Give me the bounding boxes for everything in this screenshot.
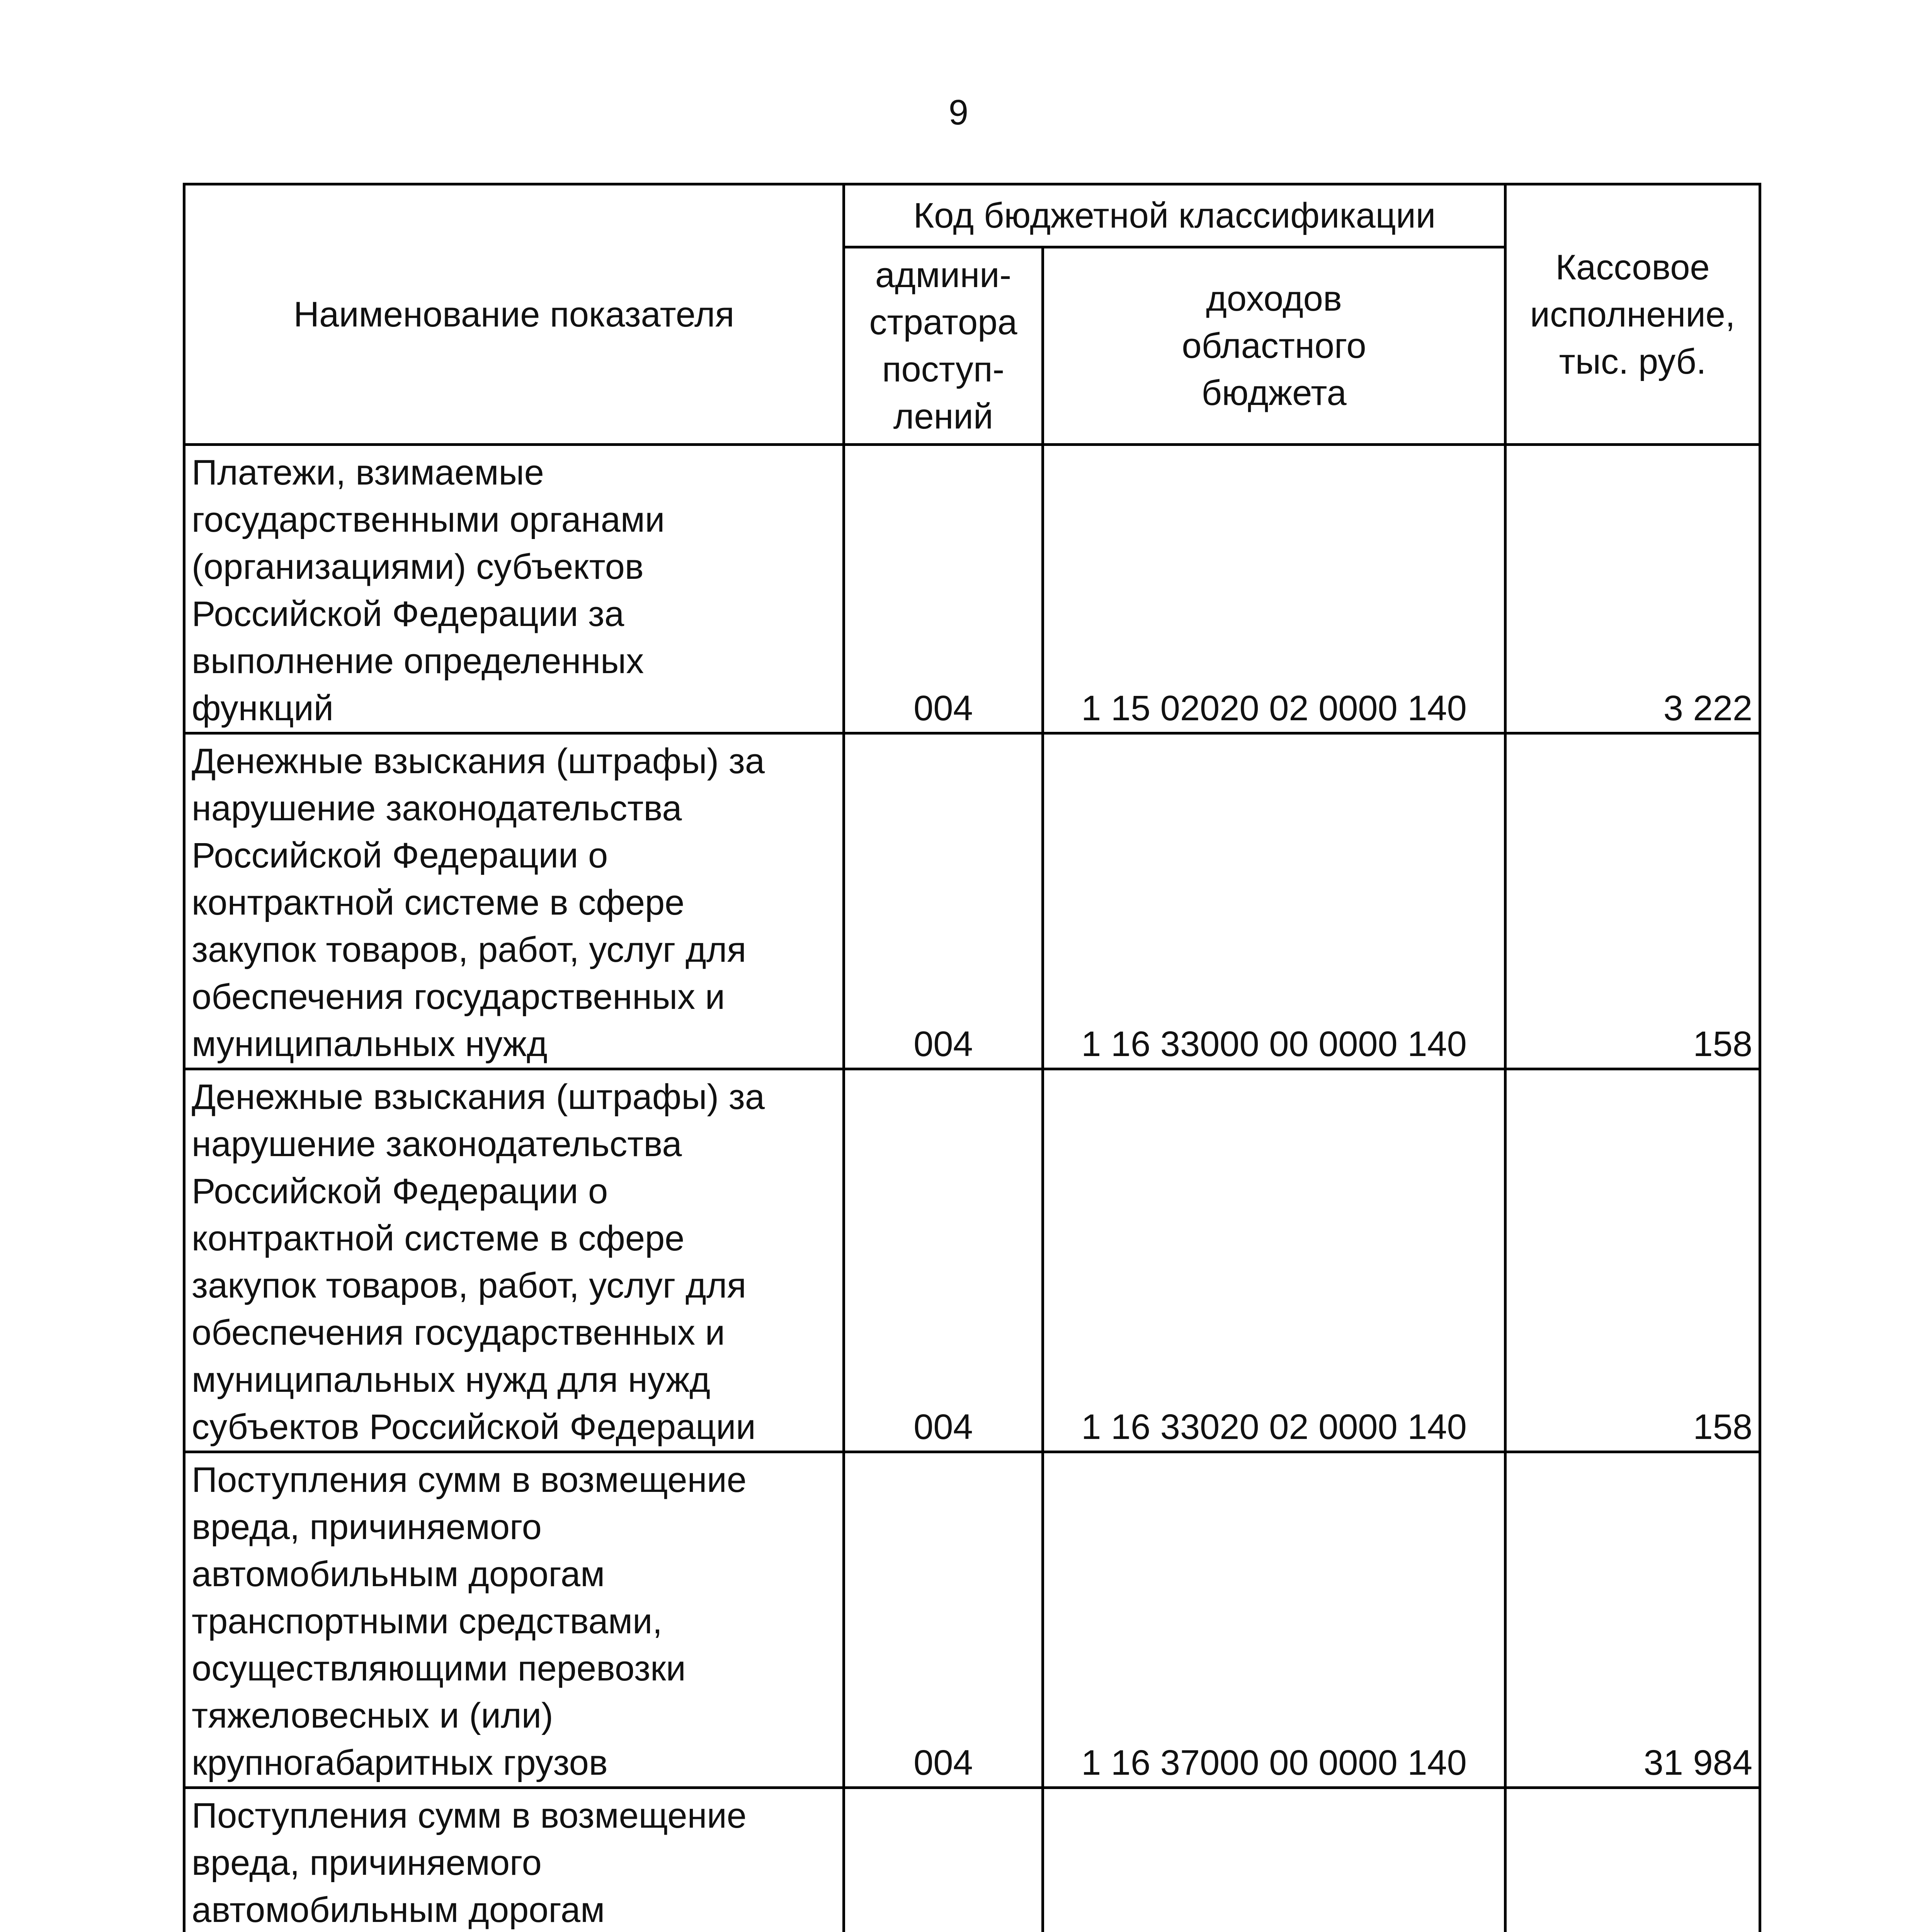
- row-amount: 158: [1505, 733, 1760, 1069]
- table-row: [184, 445, 1760, 733]
- table-row: [184, 1452, 1760, 1788]
- header-code-group: Код бюджетной классификации: [844, 184, 1505, 247]
- table-row: [184, 1069, 1760, 1452]
- row-income-code: 1 16 33000 00 0000 140: [1043, 733, 1505, 1069]
- row-amount: 31 984: [1505, 1452, 1760, 1788]
- row-admin-code: 004: [844, 1069, 1043, 1452]
- header-amount: Кассовое исполнение, тыс. руб.: [1505, 184, 1760, 445]
- table-row: [184, 1788, 1760, 1932]
- row-name: Денежные взыскания (штрафы) за нарушение законодательства Российской Федерации о контрактной системе в сфере закупок товаров, работ, услуг для обеспечения государственных и муниципальных нужд для нужд субъектов Российской Федерации: [184, 1069, 844, 1452]
- header-admin: админи- стратора поступ- лений: [844, 247, 1043, 445]
- revenue-table: [183, 183, 1761, 1932]
- row-admin-code: 004: [844, 1452, 1043, 1788]
- row-admin-code: [844, 1788, 1043, 1932]
- row-admin-code: 004: [844, 733, 1043, 1069]
- header-row-1: [184, 184, 1760, 247]
- row-amount: 3 222: [1505, 445, 1760, 733]
- table-body: [184, 445, 1760, 1932]
- page-number: 9: [948, 93, 969, 132]
- row-admin-code: 004: [844, 445, 1043, 733]
- row-name: Поступления сумм в возмещение вреда, причиняемого автомобильным дорогам: [184, 1788, 844, 1932]
- row-income-code: 1 16 37000 00 0000 140: [1043, 1452, 1505, 1788]
- row-income-code: 1 15 02020 02 0000 140: [1043, 445, 1505, 733]
- row-name: Платежи, взимаемые государственными органами (организациями) субъектов Российской Федерации за выполнение определенных функций: [184, 445, 844, 733]
- header-income: доходов областного бюджета: [1043, 247, 1505, 445]
- row-amount: 158: [1505, 1069, 1760, 1452]
- row-name: Денежные взыскания (штрафы) за нарушение законодательства Российской Федерации о контрактной системе в сфере закупок товаров, работ, услуг для обеспечения государственных и муниципальных нужд: [184, 733, 844, 1069]
- row-income-code: [1043, 1788, 1505, 1932]
- row-amount: [1505, 1788, 1760, 1932]
- header-name: Наименование показателя: [184, 184, 844, 445]
- row-name: Поступления сумм в возмещение вреда, причиняемого автомобильным дорогам транспортными средствами, осуществляющими перевозки тяжеловесных и (или) крупногабаритных грузов: [184, 1452, 844, 1788]
- table-row: [184, 733, 1760, 1069]
- row-income-code: 1 16 33020 02 0000 140: [1043, 1069, 1505, 1452]
